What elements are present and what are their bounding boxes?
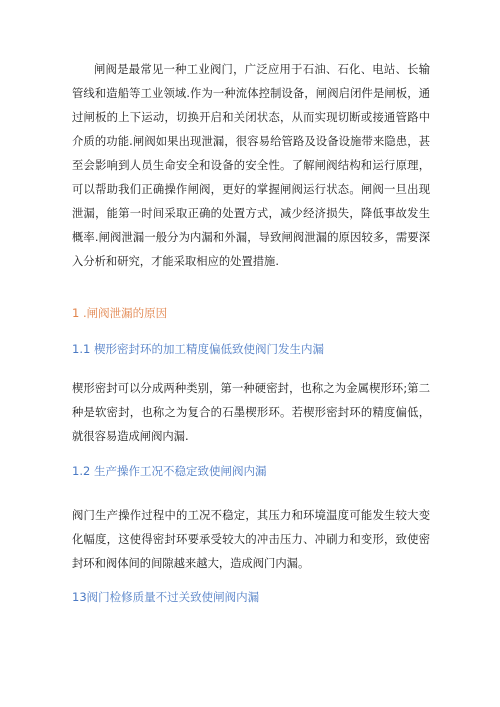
intro-paragraph: 闸阀是最常见一种工业阀门，广泛应用于石油、石化、电站、长输管线和造船等工业领域.作为一种流体控制设备，闸阀启闭件是闸板，通过闸板的上下运动，切换开启和关闭状态，从而实现切断或接通管路中介质的功能.闸阀如果出现泄漏，很容易给管路及设备设施带来隐患，甚至会影响到人员生命安全和设备的安全性。了解闸阀结构和运行原理，可以帮助我们正确操作闸阀，更好的掌握闸阀运行状态。闸阀一旦出现泄漏，能第一时间采取正确的处置方式，减少经济损失，降低事故发生概率.闸阀泄漏一般分为内漏和外漏，导致闸阀泄漏的原因较多，需要深入分析和研究，才能采取相应的处置措施. xyxy=(72,63,430,268)
section-1-3-heading: 13阀门检修质量不过关致使闸阀内漏 xyxy=(72,590,260,604)
section-1-2-heading: 1.2 生产操作工况不稳定致使闸阀内漏 xyxy=(72,464,267,478)
section-1-1-heading: 1.1 楔形密封环的加工精度偏低致使阀门发生内漏 xyxy=(72,342,324,356)
section-1-heading: 1 .闸阀泄漏的原因 xyxy=(72,306,168,320)
section-1-2-paragraph: 阀门生产操作过程中的工况不稳定，其压力和环境温度可能发生较大变化幅度，这使得密封环要承受较大的冲击压力、冲刷力和变形，致使密封环和阀体间的间隙越来越大，造成阀门内漏。 xyxy=(72,509,430,570)
section-1-1-paragraph: 楔形密封可以分成两种类别，第一种硬密封，也称之为金属楔形环;第二种是软密封，也称之为复合的石墨楔形环。若楔形密封环的精度偏低，就很容易造成闸阀内漏. xyxy=(72,382,430,443)
